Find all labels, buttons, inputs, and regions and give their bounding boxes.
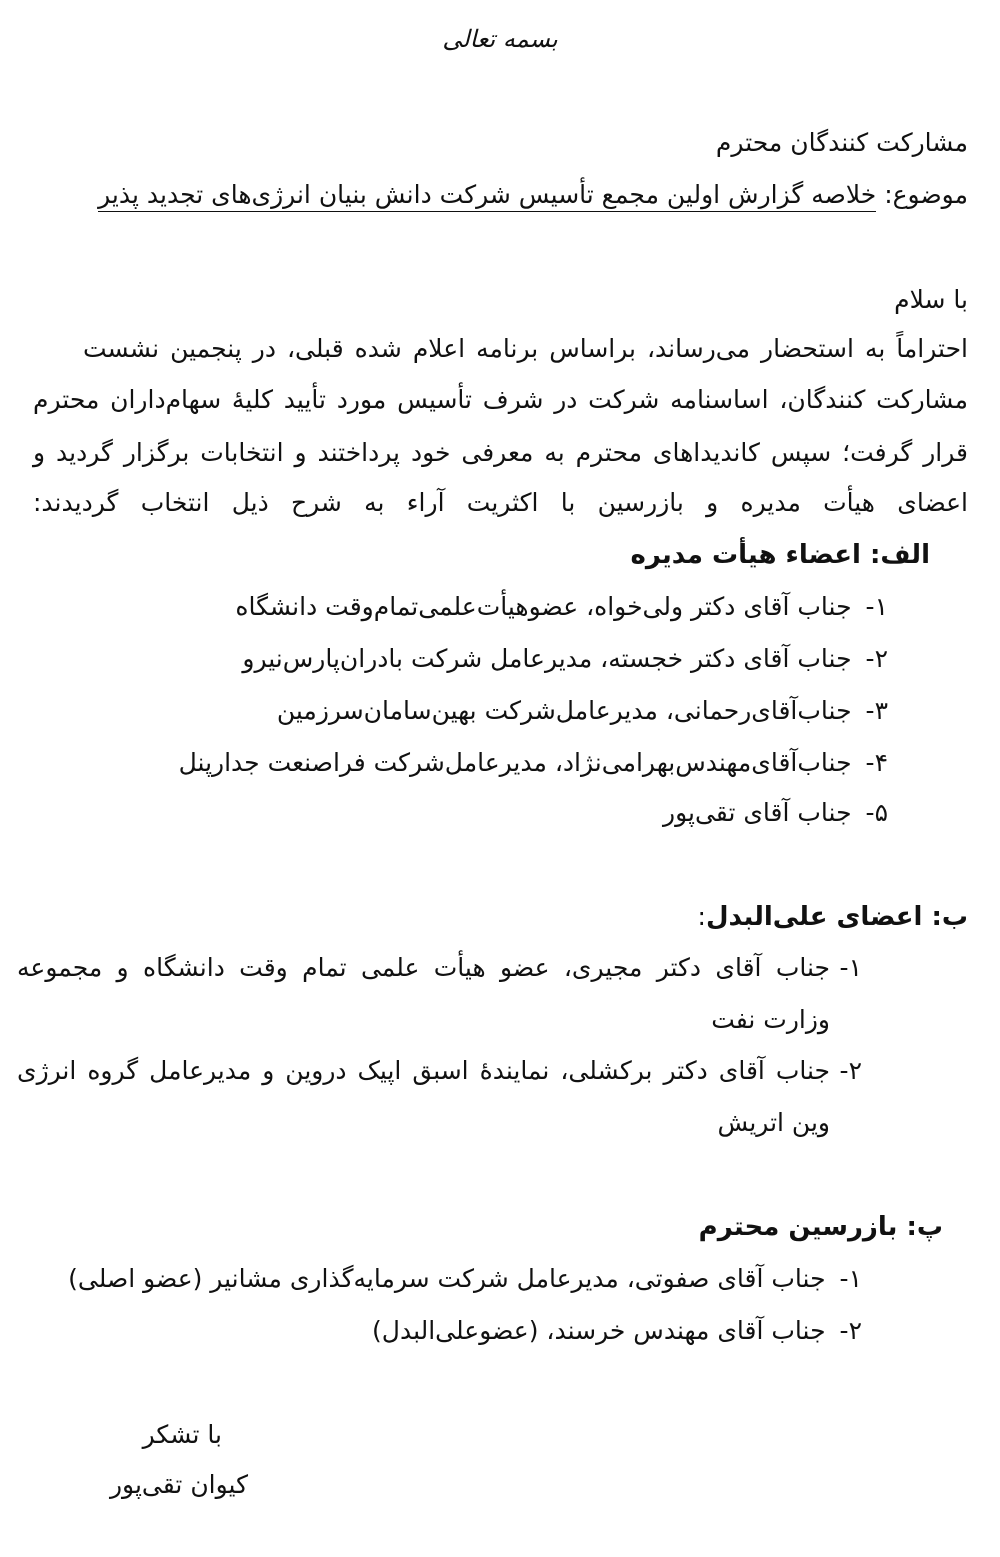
section-b-item-line1: جناب آقای دکتر مجیری، عضو هیأت علمی تمام وقت دانشگاه و مجموعه	[17, 953, 830, 982]
body-line-3: قرار گرفت؛ سپس کاندیداهای محترم به معرفی خود پرداختند و انتخابات برگزار گردید و	[33, 438, 968, 467]
section-c-item	[68, 1262, 862, 1296]
subject-text: خلاصه گزارش اولین مجمع تأسیس شرکت دانش بنیان انرژی‌های تجدید پذیر	[98, 180, 876, 212]
item-number: ۵-	[865, 798, 888, 827]
item-text: جناب آقای تقی‌پور	[663, 798, 852, 827]
item-text: جناب‌آقای‌رحمانی، مدیرعامل‌شرکت بهین‌سامان‌سرزمین	[276, 696, 852, 725]
item-text: جناب آقای دکتر خجسته، مدیرعامل شرکت بادران‌پارس‌نیرو	[242, 644, 852, 673]
section-b-title	[698, 900, 969, 934]
section-b-item-number: ۲-	[839, 1056, 862, 1085]
item-number: ۲-	[865, 644, 888, 673]
section-b-title-text: ب: اعضای علی‌البدل	[705, 902, 968, 932]
item-text: جناب آقای دکتر ولی‌خواه، عضوهیأت‌علمی‌تمام‌وقت دانشگاه	[235, 592, 852, 621]
item-text: جناب آقای مهندس خرسند، (عضوعلی‌البدل)	[372, 1316, 826, 1345]
section-b-item-line2: وین اتریش	[717, 1108, 830, 1137]
item-number: ۴-	[865, 748, 888, 777]
recipient: مشارکت کنندگان محترم	[715, 128, 968, 157]
item-number: ۳-	[865, 696, 888, 725]
section-a-item	[242, 642, 888, 676]
section-a-item	[235, 590, 888, 624]
section-c-item	[372, 1314, 862, 1348]
item-number: ۱-	[839, 1264, 862, 1293]
section-a-item	[179, 746, 888, 780]
section-c-title: پ: بازرسین محترم	[698, 1212, 943, 1242]
section-b-item-line2: وزارت نفت	[711, 1005, 830, 1034]
section-b-item-line1: جناب آقای دکتر برکشلی، نمایندهٔ اسبق اپیک دروین و مدیرعامل گروه انرژی	[17, 1056, 830, 1085]
section-a-item	[663, 796, 888, 830]
section-b-item-number: ۱-	[839, 953, 862, 982]
body-line-1: احتراماً به استحضار می‌رساند، براساس برنامه اعلام شده قبلی، در پنجمین نشست	[83, 334, 968, 363]
item-number: ۱-	[865, 592, 888, 621]
section-b-title-colon: :	[697, 902, 706, 931]
item-text: جناب آقای صفوتی، مدیرعامل شرکت سرمایه‌گذاری مشانیر (عضو اصلی)	[68, 1264, 826, 1293]
greeting: با سلام	[894, 285, 968, 314]
section-a-title: الف: اعضاء هیأت مدیره	[630, 540, 930, 570]
body-line-4: اعضای هیأت مدیره و بازرسین با اکثریت آراء به شرح ذیل انتخاب گردیدند:	[33, 488, 968, 517]
item-text: جناب‌آقای‌مهندس‌بهرامی‌نژاد، مدیرعامل‌شرکت فراصنعت جدارپنل	[178, 748, 852, 777]
signature-name: کیوان تقی‌پور	[109, 1470, 248, 1499]
closing-thanks: با تشکر	[142, 1420, 222, 1449]
item-number: ۲-	[839, 1316, 862, 1345]
section-a-item	[277, 694, 888, 728]
subject-line	[98, 178, 968, 212]
body-line-2: مشارکت کنندگان، اساسنامه شرکت در شرف تأسیس مورد تأیید کلیهٔ سهام‌داران محترم	[33, 385, 968, 414]
header-bismillah: بسمه تعالی	[442, 25, 558, 53]
subject-label: موضوع:	[884, 180, 968, 209]
